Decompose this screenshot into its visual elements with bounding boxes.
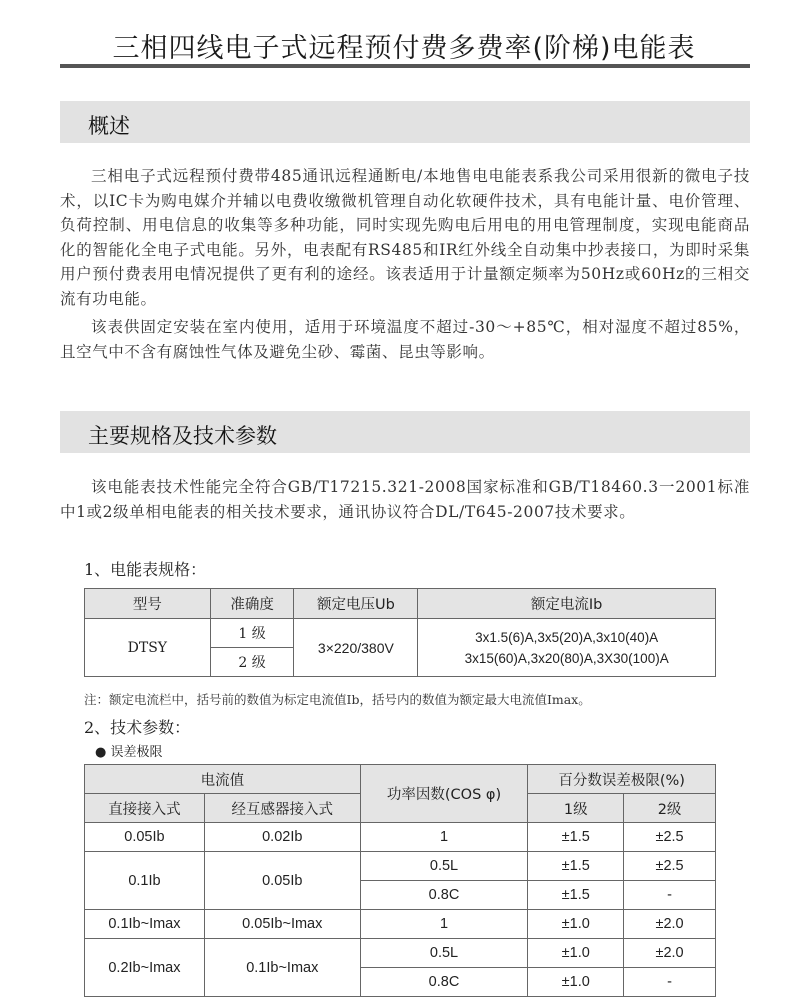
header-cell: 型号 — [85, 589, 211, 619]
accuracy-cell: 1 级 — [210, 619, 294, 648]
direct-cell: 0.1Ib — [85, 852, 205, 910]
subheading-tech-params: 2、技术参数： — [84, 718, 191, 737]
pf-cell: 0.8C — [360, 968, 528, 997]
current-cell — [418, 619, 716, 677]
class1-cell: ±1.5 — [528, 881, 624, 910]
pf-cell: 0.5L — [360, 852, 528, 881]
table-row — [85, 910, 716, 939]
class1-cell: ±1.5 — [528, 823, 624, 852]
section-header-overview — [60, 101, 750, 143]
pf-cell: 0.5L — [360, 939, 528, 968]
header-cell: 百分数误差极限(%) — [528, 765, 716, 794]
ct-cell: 0.05Ib~Imax — [204, 910, 360, 939]
header-cell: 1级 — [528, 794, 624, 823]
current-line: 3x1.5(6)A,3x5(20)A,3x10(40)A — [475, 629, 659, 645]
specs-text — [60, 475, 750, 524]
table-note: 注：额定电流栏中，括号前的数值为标定电流值Ib，括号内的数值为额定最大电流值Imax。 — [84, 692, 591, 707]
overview-paragraph-2: 该表供固定安装在室内使用，适用于环境温度不超过-30～+85℃，相对湿度不超过85%，且空气中不含有腐蚀性气体及避免尘砂、霉菌、昆虫等影响。 — [60, 318, 750, 361]
class2-cell: - — [624, 968, 716, 997]
header-cell: 直接接入式 — [85, 794, 205, 823]
ct-cell: 0.02Ib — [204, 823, 360, 852]
table-row — [85, 939, 716, 968]
header-cell: 准确度 — [210, 589, 294, 619]
table-row — [85, 852, 716, 881]
ct-cell: 0.05Ib — [204, 852, 360, 910]
overview-text — [60, 164, 750, 364]
table-header-row — [85, 765, 716, 794]
pf-cell: 1 — [360, 910, 528, 939]
current-line: 3x15(60)A,3x20(80)A,3X30(100)A — [464, 650, 669, 666]
header-cell: 额定电压Ub — [294, 589, 418, 619]
direct-cell: 0.1Ib~Imax — [85, 910, 205, 939]
overview-paragraph-1: 三相电子式远程预付费带485通讯远程通断电/本地售电电能表系我公司采用很新的微电子技术，以IC卡为购电媒介并辅以电费收缴微机管理自动化软硬件技术，具有电能计量、电价管理、负荷控制、用电信息的收集等多种功能，同时实现先购电后用电的用电管理制度，实现电能商品化的智能化全电子式电能。另外，电表配有RS485和IR红外线全自动集中抄表接口，为即时采集用户预付费表用电情况提供了更有利的途经。该表适用于计量额定频率为50Hz或60Hz的三相交流有功电能。 — [60, 167, 750, 308]
bullet-label: 误差极限 — [110, 745, 163, 760]
meter-spec-table — [84, 588, 716, 677]
header-cell: 额定电流Ib — [418, 589, 716, 619]
class1-cell: ±1.0 — [528, 939, 624, 968]
subheading-meter-specs: 1、电能表规格： — [84, 560, 207, 579]
class2-cell: ±2.0 — [624, 910, 716, 939]
class2-cell: ±2.0 — [624, 939, 716, 968]
class1-cell: ±1.5 — [528, 852, 624, 881]
direct-cell: 0.2Ib~Imax — [85, 939, 205, 997]
direct-cell: 0.05Ib — [85, 823, 205, 852]
bullet-dot-icon: ● — [95, 745, 107, 760]
voltage-cell: 3×220/380V — [294, 619, 418, 677]
table-row — [85, 823, 716, 852]
section-title: 主要规格及技术参数 — [88, 424, 277, 448]
title-underline — [60, 64, 750, 68]
accuracy-cell: 2 级 — [210, 648, 294, 677]
pf-cell: 1 — [360, 823, 528, 852]
class2-cell: ±2.5 — [624, 823, 716, 852]
header-cell: 经互感器接入式 — [204, 794, 360, 823]
class2-cell: ±2.5 — [624, 852, 716, 881]
specs-paragraph-1: 该电能表技术性能完全符合GB/T17215.321-2008国家标准和GB/T18460.3一2001标准中1或2级单相电能表的相关技术要求，通讯协议符合DL/T645-2007技术要求。 — [60, 478, 750, 521]
bullet-item — [95, 741, 163, 760]
ct-cell: 0.1Ib~Imax — [204, 939, 360, 997]
header-cell: 电流值 — [85, 765, 361, 794]
page-title: 三相四线电子式远程预付费多费率(阶梯)电能表 — [112, 33, 696, 64]
table-header-row — [85, 589, 716, 619]
header-cell: 2级 — [624, 794, 716, 823]
header-cell: 功率因数(COS φ) — [360, 765, 528, 823]
table-row — [85, 619, 716, 648]
class1-cell: ±1.0 — [528, 968, 624, 997]
section-title: 概述 — [88, 114, 130, 138]
class1-cell: ±1.0 — [528, 910, 624, 939]
model-cell: DTSY — [85, 619, 211, 677]
section-header-specs — [60, 411, 750, 453]
error-limit-table — [84, 764, 716, 997]
class2-cell: - — [624, 881, 716, 910]
pf-cell: 0.8C — [360, 881, 528, 910]
